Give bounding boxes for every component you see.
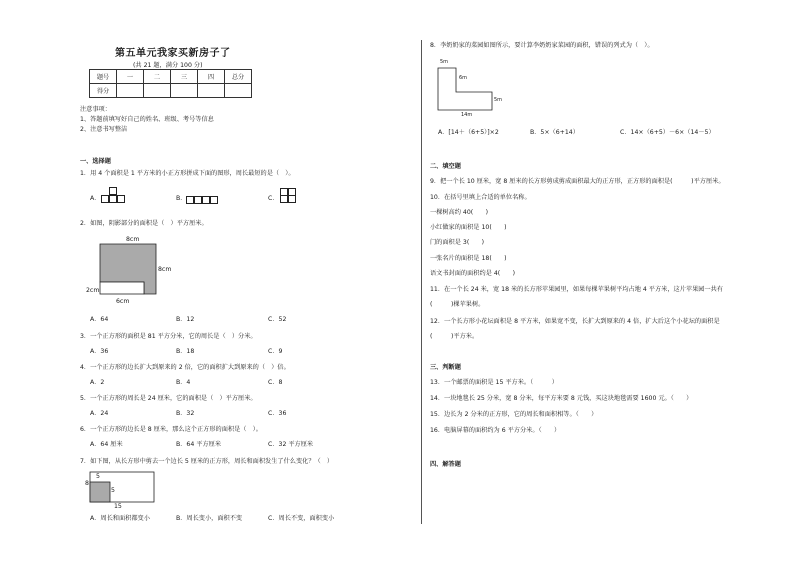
q4-option[interactable]: C．8 — [268, 379, 283, 386]
q6-option[interactable]: C．32 平方厘米 — [268, 441, 314, 448]
question-6: 6．一个正方形的边长是 8 厘米，那么这个正方形的面积是（ ）。 — [80, 426, 262, 433]
page-subtitle: (共 21 题，满分 100 分) — [133, 62, 203, 69]
q4-option[interactable]: A．2 — [90, 379, 105, 386]
q7-label-bottom: 15 — [114, 503, 122, 510]
question-11: 11．在一个长 24 米，宽 18 米的长方形苹果园里，如果每棵苹果树平均占地 4 平方米，这片苹果园一共有 — [430, 286, 724, 293]
column-divider — [421, 40, 422, 524]
q2-label-right: 8cm — [158, 266, 172, 273]
notice-title: 注意事项： — [80, 106, 111, 113]
page-title: 第五单元我家买新房子了 — [115, 48, 231, 59]
question-12: 12．一个长方形小花坛面积是 8 平方米，如果宽不变，长扩大到原来的 4 倍，扩大后这个小花坛的面积是 — [430, 318, 720, 325]
q7-option[interactable]: A．周长和面积都变小 — [90, 515, 150, 522]
q10-item: 语文书封面的面积约是 4( ) — [430, 270, 515, 277]
question-4: 4．一个正方形的边长扩大到原来的 2 倍，它的面积扩大到原来的（ ）倍。 — [80, 364, 290, 371]
q6-option[interactable]: B．64 平方厘米 — [176, 441, 222, 448]
section-heading: 四、解答题 — [430, 461, 461, 468]
question-5: 5．一个正方形的周长是 24 厘米，它的面积是（ ）平方厘米。 — [80, 395, 257, 402]
q2-label-bottom: 6cm — [116, 298, 130, 305]
q5-option[interactable]: C．36 — [268, 410, 287, 417]
question-12-cont: ( )平方米。 — [430, 333, 479, 340]
q10-item: 一棵树高约 40( ) — [430, 209, 488, 216]
q7-label-top: 5 — [96, 473, 100, 480]
q8-option[interactable]: B．5×（6+14） — [530, 129, 579, 136]
q8-label-c: 5m — [494, 97, 503, 103]
q2-option[interactable]: A．64 — [90, 316, 109, 323]
q10-item: 门的面积是 3( ) — [430, 239, 485, 246]
q2-label-left: 2cm — [86, 287, 100, 294]
q2-option[interactable]: C．52 — [268, 316, 287, 323]
question-11-cont: ( )棵苹果树。 — [430, 301, 485, 308]
q3-option[interactable]: A．36 — [90, 348, 109, 355]
q1-option-b-label: B． — [176, 195, 187, 202]
question-13: 13．一个邮票的面积是 15 平方米。（ ） — [430, 379, 558, 386]
question-8: 8．李奶奶家的菜园如图所示，要计算李奶奶家菜园的面积，错误的列式为（ ）。 — [430, 42, 654, 49]
question-10: 10．在括号里填上合适的单位名称。 — [430, 194, 531, 201]
q8-label-d: 14m — [461, 112, 473, 118]
q5-option[interactable]: B．32 — [176, 410, 195, 417]
q10-item: 小红做家的面积是 10( ) — [430, 224, 507, 231]
question-16: 16．电脑屏幕的面积约为 6 平方分米。（ ） — [430, 427, 561, 434]
q1-option-c-label: C． — [268, 195, 279, 202]
score-header-cell: 三 — [171, 70, 198, 84]
score-header-cell: 一 — [117, 70, 144, 84]
section-heading: 二、填空题 — [430, 163, 461, 170]
score-table — [89, 69, 252, 98]
q1-option-a-figure[interactable] — [101, 187, 125, 202]
q8-label-a: 5m — [440, 59, 449, 65]
q8-option[interactable]: C．14×（6+5）－6×（14－5） — [620, 129, 715, 136]
question-7: 7．如下图，从长方形中剪去一个边长 5 厘米的正方形，周长和面积发生了什么变化？（ ） — [80, 458, 334, 465]
q8-figure — [430, 58, 510, 120]
score-header-cell: 题号 — [90, 70, 117, 84]
question-15: 15．边长为 2 分米的正方形，它的周长和面积相等。（ ） — [430, 411, 598, 418]
score-header-cell: 总分 — [225, 70, 252, 84]
q1-option-c-figure[interactable] — [280, 188, 296, 202]
q2-option[interactable]: B．12 — [176, 316, 195, 323]
q7-label-left: 8 — [85, 480, 89, 487]
score-header-cell: 四 — [198, 70, 225, 84]
q4-option[interactable]: B．4 — [176, 379, 191, 386]
q1-option-b-figure[interactable] — [186, 196, 218, 203]
score-cell[interactable] — [144, 84, 171, 98]
score-cell[interactable] — [225, 84, 252, 98]
q8-option[interactable]: A．[14＋（6+5）]×2 — [438, 129, 499, 136]
q2-label-top: 8cm — [126, 236, 140, 243]
q7-option[interactable]: B．周长变小，面积不变 — [176, 515, 243, 522]
notice-item: 2、注意书写整洁 — [80, 126, 128, 133]
q8-label-b: 6m — [459, 75, 468, 81]
question-9: 9．把一个长 10 厘米，宽 8 厘米的长方形剪成剪成面积最大的正方形，正方形的面积是( )平方厘米。 — [430, 178, 725, 185]
score-label-cell: 得分 — [90, 84, 117, 98]
q5-option[interactable]: A．24 — [90, 410, 109, 417]
q7-label-inner: 5 — [111, 487, 115, 494]
question-14: 14．一块地毯长 25 分米，宽 8 分米，每平方米要 8 元钱，买这块地毯需要 1600 元。（ ） — [430, 395, 693, 402]
score-cell[interactable] — [198, 84, 225, 98]
score-header-cell: 二 — [144, 70, 171, 84]
q1-option-a-label: A． — [90, 195, 101, 202]
notice-item: 1、答题前填写好自己的姓名、班级、考号等信息 — [80, 116, 214, 123]
q6-option[interactable]: A．64 厘米 — [90, 441, 123, 448]
section-heading: 一、选择题 — [80, 158, 111, 165]
question-3: 3．一个正方形的面积是 81 平方分米，它的周长是（ ）分米。 — [80, 333, 257, 340]
score-cell[interactable] — [117, 84, 144, 98]
section-heading: 三、判断题 — [430, 364, 461, 371]
score-cell[interactable] — [171, 84, 198, 98]
q10-item: 一张名片的面积是 18( ) — [430, 255, 507, 262]
question-1: 1．用 4 个面积是 1 平方米的小正方形拼成下面的图形，周长最短的是（ ）。 — [80, 170, 295, 177]
q3-option[interactable]: C．9 — [268, 348, 283, 355]
question-2: 2．如图，阴影部分的面积是（ ）平方厘米。 — [80, 220, 208, 227]
q3-option[interactable]: B．18 — [176, 348, 195, 355]
q7-option[interactable]: C．周长不变，面积变小 — [268, 515, 335, 522]
